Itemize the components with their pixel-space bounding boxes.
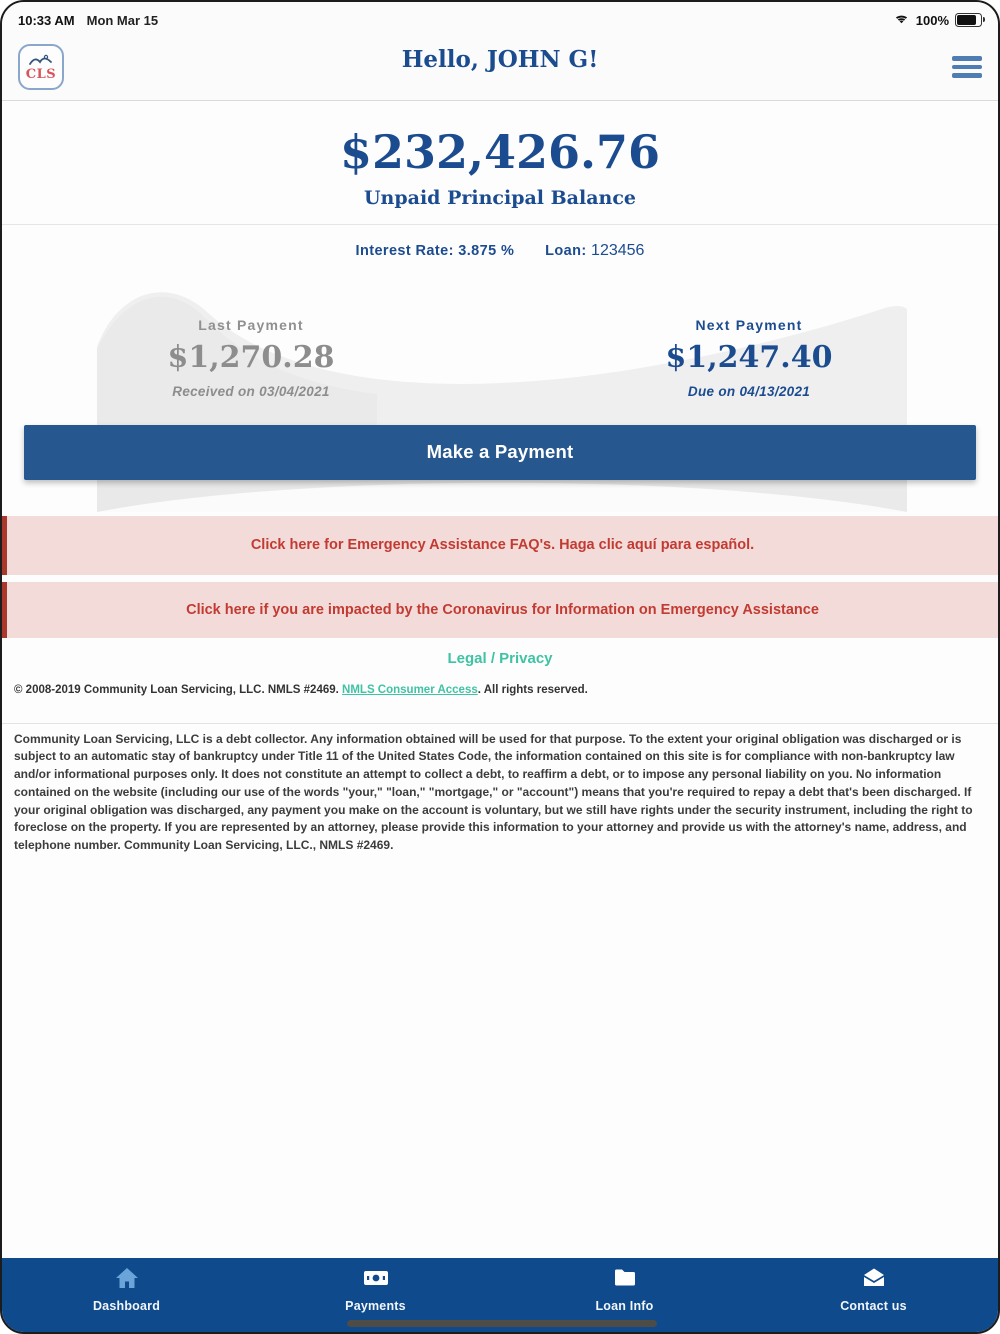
tab-label: Dashboard: [92, 1299, 161, 1313]
next-payment-block: [500, 317, 998, 399]
wifi-icon: [893, 12, 910, 28]
banner-text: Click here for Emergency Assistance FAQ's. Haga clic aquí para español.: [250, 537, 755, 554]
bottom-tab-bar: [2, 1258, 998, 1332]
banner-text: Click here if you are impacted by the Coronavirus for Information on Emergency Assistance: [186, 601, 819, 618]
folder-icon: [613, 1267, 637, 1294]
nmls-consumer-access-link[interactable]: NMLS Consumer Access: [342, 683, 478, 696]
loan-meta-line: [2, 242, 998, 260]
tab-label: Contact us: [840, 1299, 907, 1313]
tab-contact-us[interactable]: [749, 1258, 998, 1332]
make-a-payment-button[interactable]: Make a Payment: [24, 425, 976, 480]
unpaid-principal-amount: $232,426.76: [339, 125, 661, 179]
loan-label: Loan:: [545, 242, 587, 259]
cls-logo[interactable]: [18, 44, 64, 90]
next-payment-label: Next Payment: [695, 316, 803, 333]
debt-collector-disclaimer: Community Loan Servicing, LLC is a debt collector. Any information obtained will be used for that purpose. To the extent your original obligation was discharged or is subject to an automatic stay of bankruptcy under Title 11 of the United States Code, the information contained on this site is for compliance with non-bankruptcy law and/or informational purposes only. It does not constitute an attempt to collect a debt, to reaffirm a debt, or to impose any personal liability on you. No information contained on the website (including our use of the words "your," "loan," "mortgage," or "account") means that you're required to repay a debt that's been discharged. If your original obligation was discharged, any payment you make on the account is voluntary, but we still have rights under the security instrument, including the right to foreclose on the property. If you are represented by an attorney, please provide this information to your attorney and provide us with the attorney's name, address, and telephone number. Community Loan Servicing, LLC., NMLS #2469.: [14, 731, 973, 853]
envelope-icon: [861, 1267, 887, 1294]
interest-rate-label: Interest Rate:: [355, 242, 454, 259]
battery-icon: [955, 13, 982, 27]
unpaid-principal-label: Unpaid Principal Balance: [363, 186, 636, 209]
copyright-line: [2, 684, 998, 696]
last-payment-amount: $1,270.28: [167, 339, 335, 375]
banknote-icon: [363, 1267, 389, 1294]
tab-dashboard[interactable]: [2, 1258, 251, 1332]
coronavirus-assistance-banner[interactable]: [2, 582, 998, 638]
page-title-greeting: Hello, JOHN G!: [401, 46, 599, 73]
status-bar: [2, 2, 998, 34]
payments-row: [2, 317, 998, 399]
divider: [2, 224, 998, 225]
tab-label: Loan Info: [595, 1299, 654, 1313]
hamburger-menu-icon[interactable]: [952, 55, 982, 79]
payments-hero: [2, 277, 998, 512]
balance-section: [2, 101, 998, 209]
logo-label: CLS: [25, 67, 57, 82]
home-icon: [115, 1267, 139, 1294]
last-payment-block: [2, 317, 500, 399]
emergency-assistance-faq-banner[interactable]: [2, 516, 998, 575]
battery-percent: 100%: [915, 12, 949, 28]
home-indicator[interactable]: [347, 1320, 657, 1327]
last-payment-label: Last Payment: [198, 316, 304, 333]
status-date: Mon Mar 15: [86, 12, 159, 28]
copyright-prefix: © 2008-2019 Community Loan Servicing, LLC. NMLS #2469.: [14, 683, 343, 696]
interest-rate-value: 3.875 %: [458, 242, 515, 259]
divider: [2, 723, 998, 724]
tab-label: Payments: [345, 1299, 406, 1313]
loan-number: 123456: [591, 241, 645, 259]
clock-time: 10:33 AM: [18, 12, 75, 28]
copyright-suffix: . All rights reserved.: [477, 683, 588, 696]
app-header: [2, 34, 998, 101]
legal-privacy-link[interactable]: Legal / Privacy: [447, 649, 553, 667]
last-payment-date: Received on 03/04/2021: [172, 383, 330, 399]
next-payment-date: Due on 04/13/2021: [687, 383, 811, 399]
next-payment-amount: $1,247.40: [665, 339, 833, 375]
